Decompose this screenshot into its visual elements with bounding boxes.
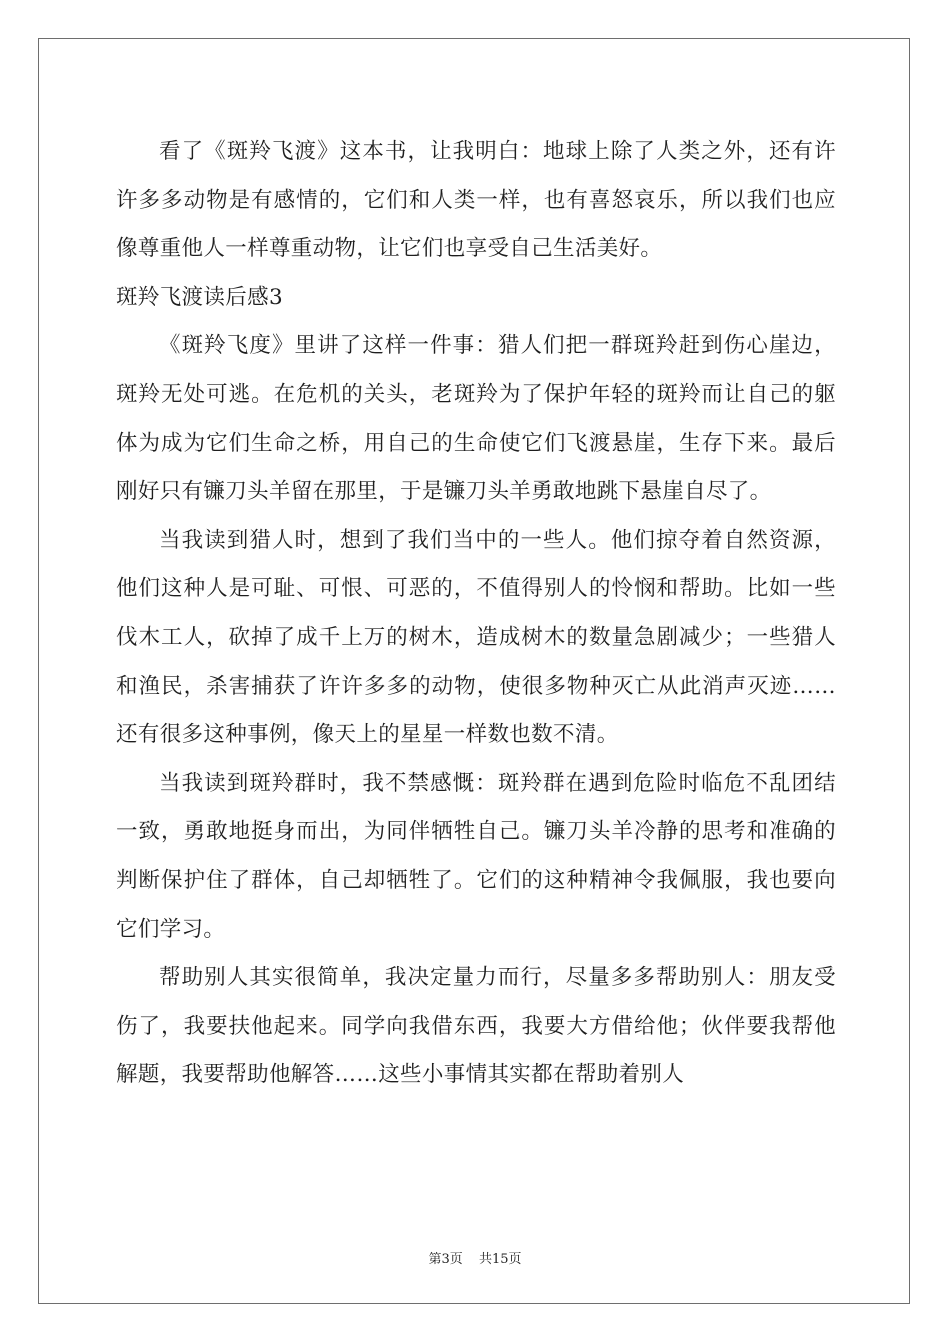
- section-heading: 斑羚飞渡读后感3: [116, 284, 283, 310]
- document-body: [116, 128, 836, 1100]
- page-number: 第3页: [428, 1252, 463, 1267]
- paragraph-4: 当我读到斑羚群时，我不禁感慨：斑羚群在遇到危险时临危不乱团结一致，勇敢地挺身而出，为同伴牺牲自己。镰刀头羊冷静的思考和准确的判断保护住了群体，自己却牺牲了。它们的这种精神令我佩服，我也要向它们学习。: [116, 770, 836, 942]
- page-total: 共15页: [478, 1252, 522, 1267]
- paragraph-1: 看了《斑羚飞渡》这本书，让我明白：地球上除了人类之外，还有许许多多动物是有感情的，它们和人类一样，也有喜怒哀乐，所以我们也应像尊重他人一样尊重动物，让它们也享受自己生活美好。: [116, 139, 836, 262]
- paragraph-2: 《斑羚飞度》里讲了这样一件事：猎人们把一群斑羚赶到伤心崖边，斑羚无处可逃。在危机的关头，老斑羚为了保护年轻的斑羚而让自己的躯体为成为它们生命之桥，用自己的生命使它们飞渡悬崖，生存下来。最后刚好只有镰刀头羊留在那里，于是镰刀头羊勇敢地跳下悬崖自尽了。: [116, 333, 836, 505]
- page-footer: [0, 1248, 950, 1267]
- paragraph-3: 当我读到猎人时，想到了我们当中的一些人。他们掠夺着自然资源，他们这种人是可耻、可恨、可恶的，不值得别人的怜悯和帮助。比如一些伐木工人，砍掉了成千上万的树木，造成树木的数量急剧减少；一些猎人和渔民，杀害捕获了许许多多的动物，使很多物种灭亡从此消声灭迹……还有很多这种事例，像天上的星星一样数也数不清。: [116, 527, 836, 748]
- paragraph-5: 帮助别人其实很简单，我决定量力而行，尽量多多帮助别人：朋友受伤了，我要扶他起来。同学向我借东西，我要大方借给他；伙伴要我帮他解题，我要帮助他解答……这些小事情其实都在帮助着别人: [116, 965, 836, 1088]
